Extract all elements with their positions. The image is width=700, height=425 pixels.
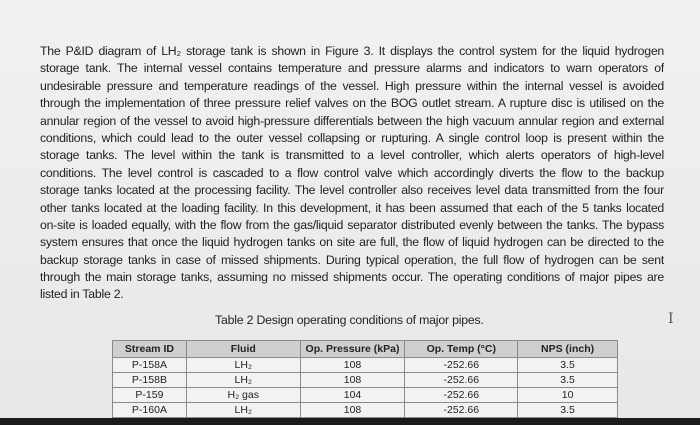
cell: P-160A [113, 403, 187, 418]
paragraph-line: The P&ID diagram of LH₂ storage tank is shown in Figure 3. It displays the control system for the liquid hydrogen [40, 44, 664, 58]
paragraph-line: listed in Table 2. [40, 287, 124, 302]
paragraph-line: through the implementation of three pressure relief valves on the BOG outlet stream. A rupture disc is utilised on the [40, 96, 664, 111]
paragraph-line: storage tanks. The level within the tank is transmitted to a level controller, which alerts operators of high-level [40, 148, 664, 163]
body-paragraph [40, 43, 664, 304]
cell: 108 [300, 358, 405, 373]
paragraph-line: through the main storage tanks, assuming no missed shipments occur. The operating conditions of major pipes are [40, 270, 664, 285]
cell: 10 [518, 388, 618, 403]
paragraph-line: conditions. The level control is cascaded to a flow control valve which accordingly diverts the flow to the backup [40, 165, 664, 180]
cell: 108 [300, 373, 405, 388]
table-row [113, 388, 618, 403]
cell: -252.66 [405, 388, 518, 403]
cell: -252.66 [405, 403, 518, 418]
table-caption: Table 2 Design operating conditions of major pipes. [215, 313, 484, 327]
cell: -252.66 [405, 358, 518, 373]
cell: 3.5 [518, 373, 618, 388]
cell: LH₂ [186, 403, 300, 418]
text-cursor-icon: I [668, 311, 674, 327]
table-row [113, 358, 618, 373]
paragraph-line: on-site is loaded equally, with the flow from the gas/liquid separator distributed evenly between the tanks. The bypass [40, 217, 664, 232]
cell: -252.66 [405, 373, 518, 388]
cell: 104 [300, 388, 405, 403]
cell: P-158B [113, 373, 187, 388]
paragraph-line: storage tanks located at the processing facility. The level controller also receives level data transmitted from the four [40, 183, 664, 198]
cell: LH₂ [186, 373, 300, 388]
table-row [113, 373, 618, 388]
paragraph-line: conditions, which could lead to the outer vessel collapsing or rupturing. A single control loop is present within the [40, 130, 664, 145]
header-stream-id: Stream ID [113, 341, 187, 358]
cell: 3.5 [518, 358, 618, 373]
header-op-pressure: Op. Pressure (kPa) [300, 341, 405, 358]
header-fluid: Fluid [186, 341, 300, 358]
paragraph-line: backup storage tanks in case of missed shipments. During typical operation, the full flow of hydrogen can be sent [40, 252, 664, 267]
pipes-table [112, 340, 618, 418]
paragraph-line: annular region of the vessel to avoid high-pressure differentials between the high vacuum annular region and external [40, 113, 664, 128]
paragraph-line: undesirable pressure and temperature readings of the vessel. High pressure within the internal vessel is avoided [40, 78, 664, 93]
table-row [113, 403, 618, 418]
bottom-edge [0, 418, 700, 425]
table-header-row [113, 341, 618, 358]
cell: 3.5 [518, 403, 618, 418]
paragraph-line: system ensures that once the liquid hydrogen tanks on site are full, the flow of liquid hydrogen can be directed to the [40, 235, 664, 250]
cell: LH₂ [186, 358, 300, 373]
header-nps: NPS (inch) [518, 341, 618, 358]
cell: H₂ gas [186, 388, 300, 403]
cell: P-159 [113, 388, 187, 403]
cell: 108 [300, 403, 405, 418]
cell: P-158A [113, 358, 187, 373]
header-op-temp: Op. Temp (°C) [405, 341, 518, 358]
paragraph-line: storage tank. The internal vessel contains temperature and pressure alarms and indicators to warn operators of [40, 61, 664, 76]
paragraph-line: other tanks located at the loading facility. In this development, it has been assumed that each of the 5 tanks located [40, 200, 664, 215]
